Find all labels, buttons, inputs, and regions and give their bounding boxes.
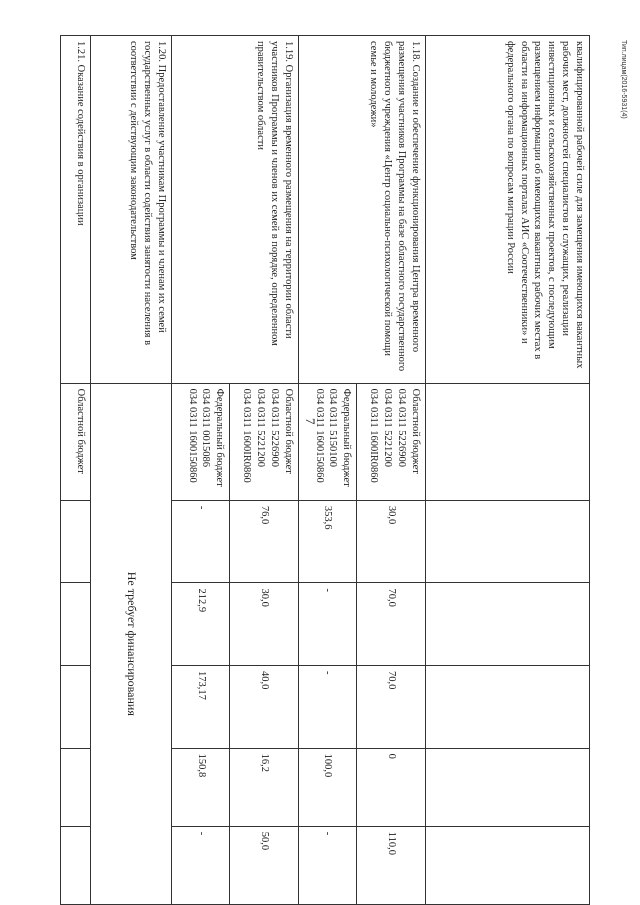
value-cell: 173,17 xyxy=(171,666,229,749)
row-description: квалифицированной рабочей силе для замещения имеющихся вакантных рабочих мест, должностей специалистов и служащих, реализации инвестиционных и сельскохозяйственных проектов, с последующим размещением информации об имеющихся вакантных рабочих местах в области на информационных порталах АИС «Соотечественники» и федерального органа по вопросам миграции России xyxy=(425,36,589,384)
value-cell: 100,0 xyxy=(298,748,356,826)
funding-source: Федеральный бюджет 034 0311 0015086 034 0311 1600150860 xyxy=(171,383,229,500)
value-cell: 110,0 xyxy=(357,826,426,904)
table-row xyxy=(61,36,91,905)
value-cell: - xyxy=(298,583,356,666)
row-description: 1.19. Организация временного размещения на территории области участников Программы и членов их семей в порядке, определенном правительством области xyxy=(171,36,298,384)
value-cell: - xyxy=(171,826,229,904)
funding-source: Областной бюджет 034 0311 5226900 034 0311 5221200 034 0311 1600IR0860 xyxy=(230,383,299,500)
funding-source: Областной бюджет 034 0311 5226900 034 0311 5221200 034 0311 1600IR0860 xyxy=(357,383,426,500)
table-row xyxy=(357,36,426,905)
value-cell: 40,0 xyxy=(230,666,299,749)
value-cell: 212,9 xyxy=(171,583,229,666)
page-number: 7 xyxy=(303,418,318,425)
funding-source: Федеральный бюджет 034 0311 5150100 034 0311 1600150860 xyxy=(298,383,356,500)
value-cell: 70,0 xyxy=(357,666,426,749)
value-cell: 50,0 xyxy=(230,826,299,904)
table-row xyxy=(91,36,172,905)
value-cell: - xyxy=(298,666,356,749)
value-cell: 353,6 xyxy=(298,500,356,583)
value-cell: - xyxy=(298,826,356,904)
value-cell: 30,0 xyxy=(230,583,299,666)
value-cell: 70,0 xyxy=(357,583,426,666)
value-cell: 76,0 xyxy=(230,500,299,583)
value-cell: 30,0 xyxy=(357,500,426,583)
side-stamp: Тип.лицам(2016-5931(4) xyxy=(620,40,627,119)
table-row xyxy=(425,36,589,905)
row-description: 1.18. Создание и обеспечение функционирования Центра временного размещения участников Программы на базе областного государственного бюджетного учреждения «Центр социально-психологической помощи семье и молодежи» xyxy=(298,36,425,384)
row-description: 1.20. Предоставление участникам Программы и членам их семей государственных услуг в области содействия занятости населения в соответствии с действующим законодательством xyxy=(91,36,172,384)
value-cell: 0 xyxy=(357,748,426,826)
table-row xyxy=(230,36,299,905)
value-cell: 150,8 xyxy=(171,748,229,826)
value-cell: 16,2 xyxy=(230,748,299,826)
row-description: 1.21. Оказание содействия в организации xyxy=(61,36,91,384)
budget-table-sheet xyxy=(60,35,590,905)
funding-source: Областной бюджет xyxy=(61,383,91,500)
no-funding-note: Не требует финансирования xyxy=(91,383,172,904)
budget-table xyxy=(60,35,590,905)
value-cell: - xyxy=(171,500,229,583)
